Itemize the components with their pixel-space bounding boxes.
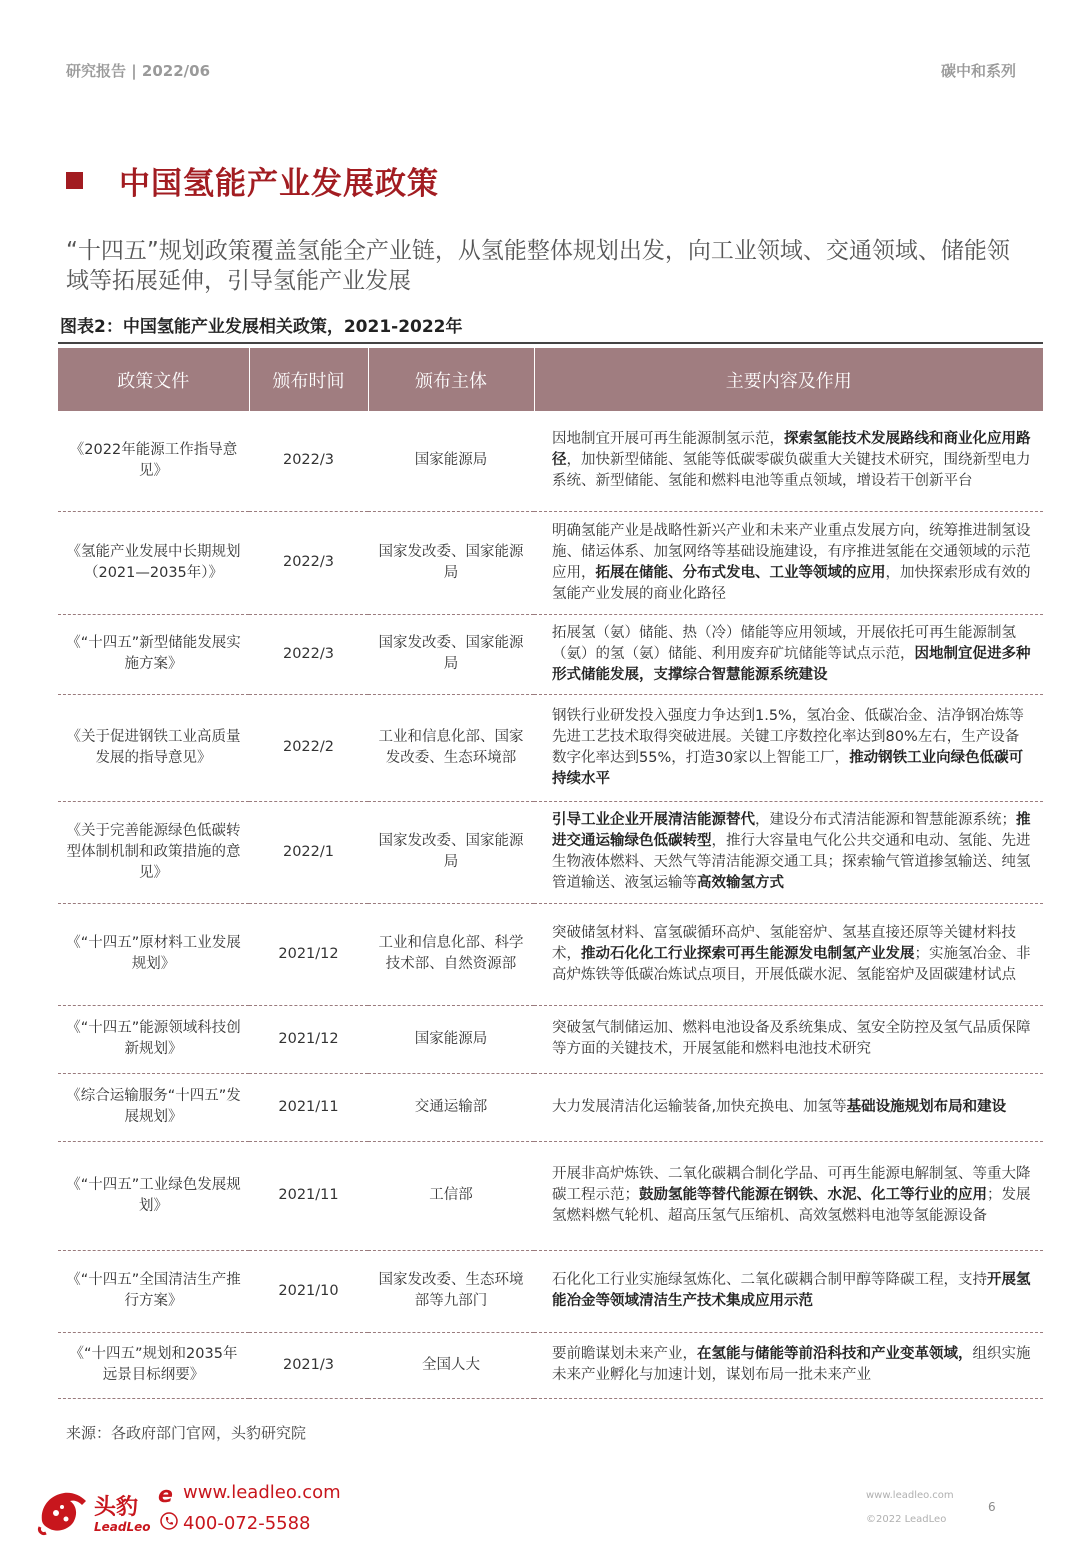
highlight-text: 在氢能与储能等前沿科技和产业变革领域， [697,1346,973,1362]
content-text: 明确氢能产业是战略性新兴产业和未来产业重点发展方向，统筹推进制氢设施、储运体系、加氢网络等基础设施建设，有序推进氢能在交通领域的示范应用， [552,522,1031,581]
content-text: ，推行大容量电气化公共交通和电动、氢能、先进生物液体燃料、天然气等清洁能源交通工具；探索输气管道掺氢输送、纯氢管道输送、液氢运输等 [552,833,1031,891]
table-row [58,411,1043,511]
content-cell [534,614,1043,694]
table-row [58,511,1043,614]
policy-document-cell: 《“十四五”新型储能发展实施方案》 [58,614,249,694]
brand-name-en: LeadLeo [94,1520,151,1534]
phone-number: 400-072-5588 [183,1513,311,1534]
release-date-cell: 2022/3 [249,614,368,694]
issuer-cell: 国家能源局 [368,411,534,511]
content-cell [534,801,1043,903]
release-date-cell: 2021/12 [249,903,368,1005]
release-date-cell: 2022/2 [249,694,368,801]
release-date-cell: 2022/3 [249,511,368,614]
highlight-text: 开展氢能冶金等领域清洁生产技术集成应用示范 [552,1272,1031,1309]
release-date-cell: 2021/3 [249,1332,368,1398]
brand-name-cn: 头豹 [94,1495,139,1520]
content-cell [534,1073,1043,1141]
footer-website: www.leadleo.com [866,1490,954,1501]
policy-table [58,348,1043,1399]
page-title: 中国氢能产业发展政策 [119,166,439,202]
table-row [58,801,1043,903]
highlight-text: 引导工业企业开展清洁能源替代 [552,812,755,828]
report-header-left: 研究报告 | 2022/06 [66,62,211,80]
content-text: 突破储氢材料、富氢碳循环高炉、氢能窑炉、氢基直接还原等关键材料技术， [552,924,1016,962]
table-row [58,1073,1043,1141]
content-text: 要前瞻谋划未来产业， [552,1346,697,1362]
report-series-label: 碳中和系列 [940,62,1016,80]
issuer-cell: 国家发改委、国家能源局 [368,614,534,694]
highlight-text: 拓展在储能、分布式发电、工业等领域的应用 [595,564,886,581]
content-text: 钢铁行业研发投入强度力争达到1.5%，氢冶金、低碳冶金、洁净钢冶炼等先进工艺技术取得突破进展。关键工序数控化率达到80%左右，生产设备数字化率达到55%，打造30家以上智能工厂， [552,707,1024,766]
column-header: 颁布主体 [368,348,534,411]
issuer-cell: 工业和信息化部、科学技术部、自然资源部 [368,903,534,1005]
highlight-text: 推动石化化工行业探索可再生能源发电制氢产业发展 [581,945,915,962]
title-square-icon [66,172,83,189]
policy-document-cell: 《氢能产业发展中长期规划（2021—2035年）》 [58,511,249,614]
content-cell [534,411,1043,511]
release-date-cell: 2021/11 [249,1073,368,1141]
highlight-text: 基础设施规划布局和建设 [846,1098,1007,1115]
content-text: ；发展氢燃料燃气轮机、超高压氢气压缩机、高效氢燃料电池等氢能源设备 [552,1187,1031,1224]
table-row [58,1332,1043,1398]
content-text: ；实施氢冶金、非高炉炼铁等低碳冶炼试点项目，开展低碳水泥、氢能窑炉及固碳建材试点 [552,945,1031,983]
content-text: 拓展氢（氨）储能、热（冷）储能等应用领域，开展依托可再生能源制氢（氨）的氢（氨）储能、利用废弃矿坑储能等试点示范， [552,624,1016,662]
phone-icon [160,1512,178,1530]
content-text: ，建设分布式清洁能源和智慧能源系统； [755,812,1016,828]
page-number: 6 [988,1500,996,1514]
content-text: 大力发展清洁化运输装备,加快充换电、加氢等 [552,1098,847,1115]
policy-document-cell: 《“十四五”工业绿色发展规划》 [58,1141,249,1250]
policy-document-cell: 《关于完善能源绿色低碳转型体制机制和政策措施的意见》 [58,801,249,903]
policy-document-cell: 《综合运输服务“十四五”发展规划》 [58,1073,249,1141]
policy-document-cell: 《“十四五”能源领域科技创新规划》 [58,1005,249,1073]
content-text: ，加快新型储能、氢能等低碳零碳负碳重大关键技术研究，围绕新型电力系统、新型储能、氢能和燃料电池等重点领域，增设若干创新平台 [552,452,1031,490]
release-date-cell: 2022/1 [249,801,368,903]
highlight-text: 探索氢能技术发展路线和商业化应用路径 [552,431,1031,469]
policy-document-cell: 《“十四五”原材料工业发展规划》 [58,903,249,1005]
policy-document-cell: 《关于促进钢铁工业高质量发展的指导意见》 [58,694,249,801]
highlight-text: 鼓励氢能等替代能源在钢铁、水泥、化工等行业的应用 [639,1187,987,1203]
content-cell [534,903,1043,1005]
highlight-text: 因地制宜促进多种形式储能发展，支撑综合智慧能源系统建设 [552,645,1031,683]
issuer-cell: 工业和信息化部、国家发改委、生态环境部 [368,694,534,801]
policy-document-cell: 《“十四五”规划和2035年远景目标纲要》 [58,1332,249,1398]
issuer-cell: 工信部 [368,1141,534,1250]
table-row [58,903,1043,1005]
section-title-block [66,158,439,203]
content-cell [534,1250,1043,1332]
issuer-cell: 国家发改委、生态环境部等九部门 [368,1250,534,1332]
page-subtitle: “十四五”规划政策覆盖氢能全产业链，从氢能整体规划出发，向工业领域、交通领域、储能领域等拓展延伸，引导氢能产业发展 [66,238,1010,294]
source-note: 来源：各政府部门官网，头豹研究院 [66,1424,307,1442]
footer-copyright: ©2022 LeadLeo [866,1514,947,1525]
issuer-cell: 国家能源局 [368,1005,534,1073]
issuer-cell: 全国人大 [368,1332,534,1398]
highlight-text: 高效输氢方式 [697,875,784,891]
content-text: 组织实施未来产业孵化与加速计划，谋划布局一批未来产业 [552,1346,1031,1383]
release-date-cell: 2022/3 [249,411,368,511]
website-link[interactable]: www.leadleo.com [183,1482,341,1503]
issuer-cell: 国家发改委、国家能源局 [368,801,534,903]
caption-divider [58,342,1043,344]
content-text: 石化化工行业实施绿氢炼化、二氧化碳耦合制甲醇等降碳工程，支持 [552,1272,987,1288]
table-row [58,1250,1043,1332]
content-cell [534,694,1043,801]
content-cell [534,511,1043,614]
content-text: 开展非高炉炼铁、二氧化碳耦合制化学品、可再生能源电解制氢、等重大降碳工程示范； [552,1166,1031,1203]
table-body [58,411,1043,1398]
content-cell [534,1005,1043,1073]
table-header-row [58,348,1043,411]
release-date-cell: 2021/11 [249,1141,368,1250]
table-row [58,1005,1043,1073]
leopard-logo-icon [36,1483,92,1539]
column-header: 政策文件 [58,348,249,411]
policy-document-cell: 《2022年能源工作指导意见》 [58,411,249,511]
content-text: ，加快探索形成有效的氢能产业发展的商业化路径 [552,564,1031,602]
column-header: 主要内容及作用 [534,348,1043,411]
highlight-text: 推进交通运输绿色低碳转型 [552,812,1031,849]
content-text: 因地制宜开展可再生能源制氢示范， [552,431,784,448]
table-row [58,694,1043,801]
release-date-cell: 2021/10 [249,1250,368,1332]
table-row [58,1141,1043,1250]
table-row [58,614,1043,694]
policy-document-cell: 《“十四五”全国清洁生产推行方案》 [58,1250,249,1332]
column-header: 颁布时间 [249,348,368,411]
content-cell [534,1332,1043,1398]
figure-caption: 图表2：中国氢能产业发展相关政策，2021-2022年 [60,317,463,337]
release-date-cell: 2021/12 [249,1005,368,1073]
web-e-icon: e [158,1483,173,1508]
content-text: 突破氢气制储运加、燃料电池设备及系统集成、氢安全防控及氢气品质保障等方面的关键技术，开展氢能和燃料电池技术研究 [552,1020,1031,1057]
issuer-cell: 交通运输部 [368,1073,534,1141]
issuer-cell: 国家发改委、国家能源局 [368,511,534,614]
content-cell [534,1141,1043,1250]
highlight-text: 推动钢铁工业向绿色低碳可持续水平 [552,749,1024,787]
